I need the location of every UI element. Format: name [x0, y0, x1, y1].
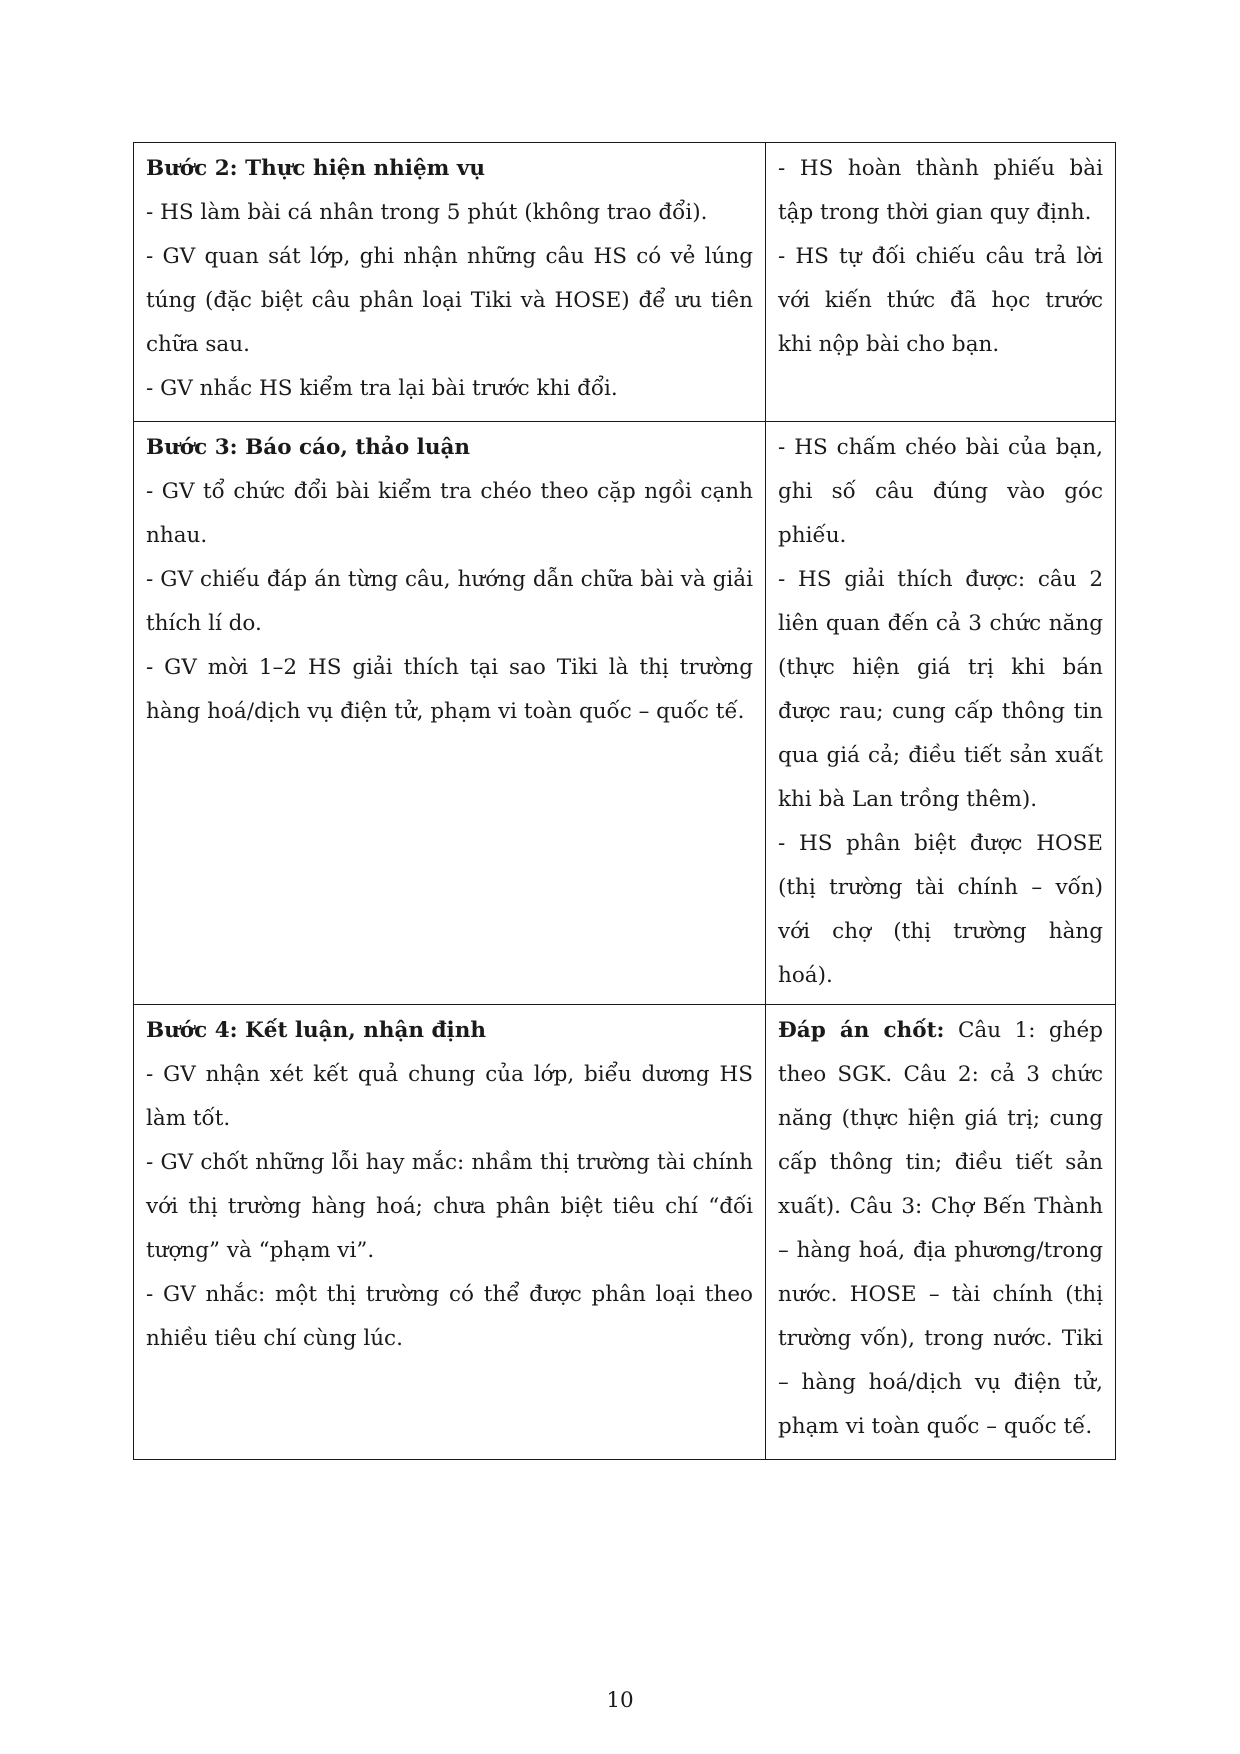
step-3-left-line-3: - GV mời 1–2 HS giải thích tại sao Tiki là thị trường hàng hoá/dịch vụ điện tử, phạm vi toàn quốc – quốc tế. [146, 655, 753, 724]
step-3-teacher-activity-cell [134, 422, 766, 1005]
step-2-student-product-cell [766, 143, 1116, 422]
step-4-left-line-3: - GV nhắc: một thị trường có thể được phân loại theo nhiều tiêu chí cùng lúc. [146, 1282, 753, 1351]
step-3-student-product-cell [766, 422, 1116, 1005]
answer-label: Đáp án chốt: [778, 1018, 945, 1043]
step-2-right-line-1: - HS hoàn thành phiếu bài tập trong thời gian quy định. [778, 156, 1103, 225]
table-row-step-3 [134, 422, 1116, 1005]
step-3-title: Bước 3: Báo cáo, thảo luận [146, 435, 471, 460]
step-2-teacher-activity-cell [134, 143, 766, 422]
lesson-plan-table [133, 142, 1116, 1460]
table-row-step-2 [134, 143, 1116, 422]
page-number: 10 [606, 1688, 634, 1713]
step-4-left-line-1: - GV nhận xét kết quả chung của lớp, biểu dương HS làm tốt. [146, 1062, 753, 1131]
step-4-teacher-activity-cell [134, 1005, 766, 1460]
step-3-right-line-2: - HS giải thích được: câu 2 liên quan đến cả 3 chức năng (thực hiện giá trị khi bán được rau; cung cấp thông tin qua giá cả; điều tiết sản xuất khi bà Lan trồng thêm). [778, 567, 1103, 812]
step-2-left-line-3: - GV nhắc HS kiểm tra lại bài trước khi đổi. [146, 376, 618, 401]
step-4-title: Bước 4: Kết luận, nhận định [146, 1018, 486, 1043]
step-3-right-line-1: - HS chấm chéo bài của bạn, ghi số câu đúng vào góc phiếu. [778, 435, 1103, 548]
step-2-title: Bước 2: Thực hiện nhiệm vụ [146, 156, 486, 181]
step-4-left-line-2: - GV chốt những lỗi hay mắc: nhầm thị trường tài chính với thị trường hàng hoá; chưa phân biệt tiêu chí “đối tượng” và “phạm vi”. [146, 1150, 753, 1263]
step-2-right-line-2: - HS tự đối chiếu câu trả lời với kiến thức đã học trước khi nộp bài cho bạn. [778, 244, 1103, 357]
answer-paragraph [778, 1009, 1103, 1449]
step-3-right-line-3: - HS phân biệt được HOSE (thị trường tài chính – vốn) với chợ (thị trường hàng hoá). [778, 831, 1103, 988]
step-3-left-line-2: - GV chiếu đáp án từng câu, hướng dẫn chữa bài và giải thích lí do. [146, 567, 753, 636]
step-3-left-line-1: - GV tổ chức đổi bài kiểm tra chéo theo cặp ngồi cạnh nhau. [146, 479, 753, 548]
step-2-left-line-1: - HS làm bài cá nhân trong 5 phút (không trao đổi). [146, 200, 708, 225]
table-row-step-4 [134, 1005, 1116, 1460]
step-2-left-line-2: - GV quan sát lớp, ghi nhận những câu HS có vẻ lúng túng (đặc biệt câu phân loại Tiki và HOSE) để ưu tiên chữa sau. [146, 244, 753, 357]
step-4-answer-cell [766, 1005, 1116, 1460]
answer-text: Câu 1: ghép theo SGK. Câu 2: cả 3 chức năng (thực hiện giá trị; cung cấp thông tin; điều tiết sản xuất). Câu 3: Chợ Bến Thành – hàng hoá, địa phương/trong nước. HOSE – tài chính (thị trường vốn), trong nước. Tiki – hàng hoá/dịch vụ điện tử, phạm vi toàn quốc – quốc tế. [778, 1018, 1103, 1439]
